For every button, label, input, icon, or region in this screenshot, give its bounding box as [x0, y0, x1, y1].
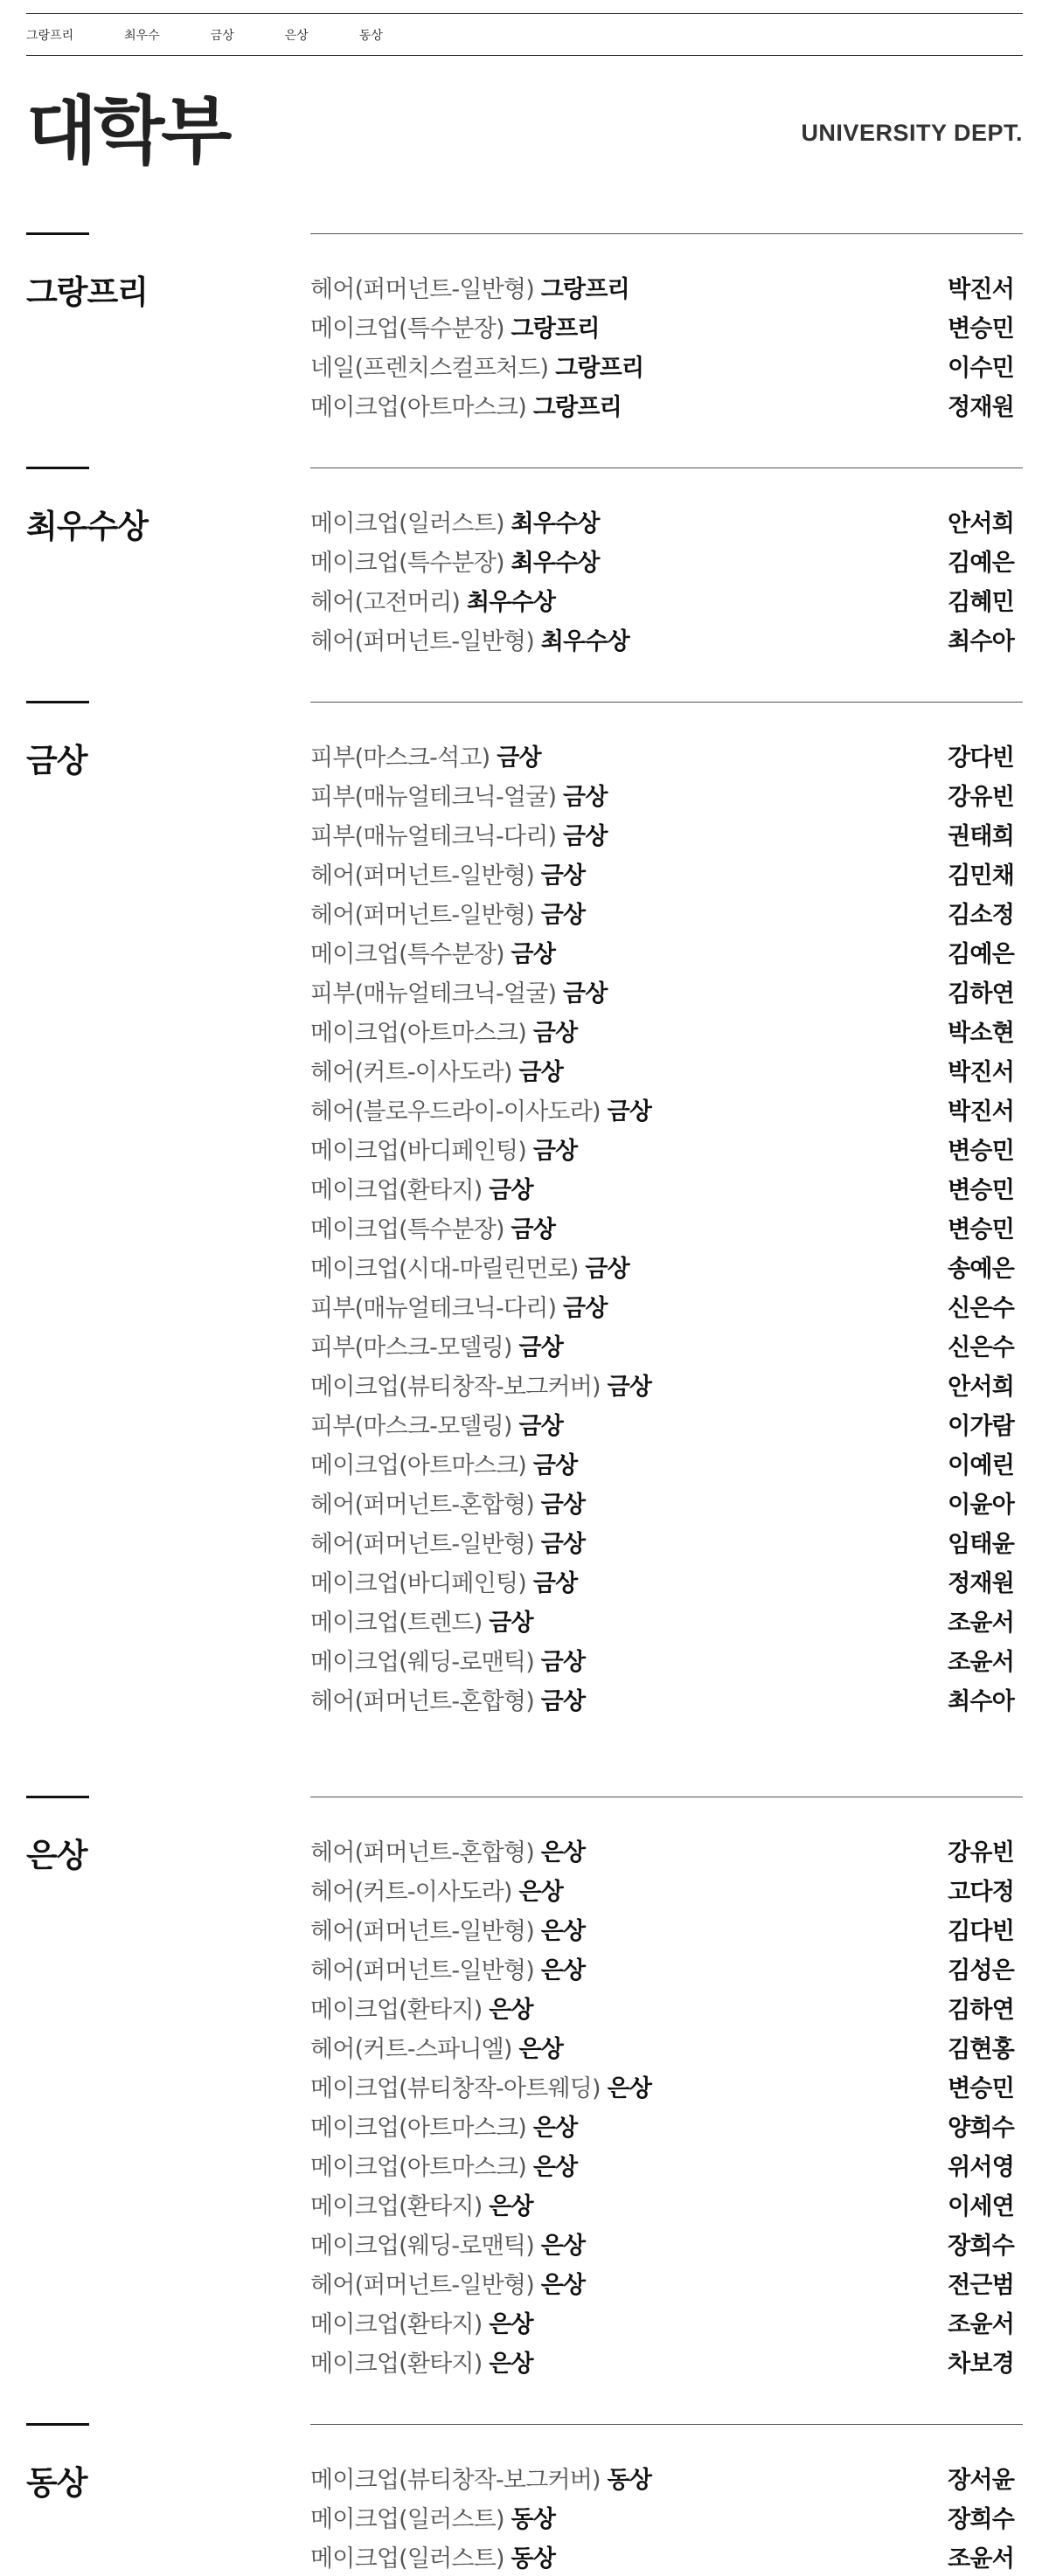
award-row [310, 1562, 1014, 1601]
award-row [310, 1444, 1014, 1483]
award-category: 메이크업(일러스트) [310, 510, 504, 537]
award-prize: 금상 [563, 1295, 608, 1322]
award-category: 피부(매뉴얼테크닉-다리) [310, 1295, 557, 1322]
winner-name: 박진서 [948, 276, 1014, 303]
award-category: 메이크업(환타지) [310, 2311, 483, 2338]
award-row [310, 1640, 1014, 1679]
award-row [310, 2497, 1014, 2537]
award-entry [310, 856, 585, 890]
award-prize: 은상 [489, 2351, 533, 2378]
winner-name: 김다빈 [948, 1918, 1014, 1945]
winner-name: 최수아 [948, 1688, 1014, 1715]
award-category: 헤어(퍼머넌트-일반형) [310, 1957, 534, 1984]
award-category: 메이크업(뷰티창작-아트웨딩) [310, 2075, 601, 2102]
award-category: 헤어(퍼머넌트-혼합형) [310, 1839, 534, 1866]
winner-name: 임태윤 [948, 1531, 1014, 1558]
section-divider [310, 702, 1023, 703]
top-nav [26, 13, 1023, 56]
winner-name: 김혜민 [948, 589, 1014, 616]
award-row [310, 620, 1014, 659]
winner-name: 변승민 [948, 315, 1014, 343]
award-list [310, 1831, 1014, 2381]
award-row [310, 775, 1014, 814]
award-row [310, 2537, 1014, 2576]
award-category: 메이크업(아트마스크) [310, 2154, 527, 2181]
winner-name: 조윤서 [948, 1649, 1014, 1676]
award-category: 메이크업(웨딩-로맨틱) [310, 2233, 534, 2260]
award-prize: 금상 [518, 1334, 564, 1361]
award-entry [310, 1873, 563, 1907]
award-prize: 은상 [607, 2075, 652, 2102]
section-title: 그랑프리 [26, 274, 148, 311]
award-prize: 금상 [540, 1492, 586, 1519]
nav-link-grandprix[interactable]: 그랑프리 [26, 28, 74, 43]
award-entry [310, 1525, 585, 1559]
award-category: 메이크업(뷰티창작-보그커버) [310, 1374, 601, 1401]
award-prize: 금상 [563, 784, 608, 811]
award-entry [310, 2344, 533, 2379]
section-marker [26, 701, 89, 703]
winner-name: 위서영 [948, 2154, 1014, 2181]
award-row [310, 1522, 1014, 1562]
award-entry [310, 270, 629, 304]
winner-name: 변승민 [948, 2075, 1014, 2102]
section-title: 최우수상 [26, 508, 148, 545]
award-list [310, 2458, 1014, 2576]
award-prize: 금상 [607, 1374, 652, 1401]
winner-name: 장희수 [948, 2233, 1014, 2260]
award-entry [310, 2030, 563, 2064]
winner-name: 김예은 [948, 941, 1014, 968]
award-prize: 금상 [585, 1256, 629, 1283]
award-row [310, 1011, 1014, 1050]
award-row [310, 972, 1014, 1011]
award-category: 헤어(커트-스파니엘) [310, 2036, 512, 2063]
award-category: 헤어(퍼머넌트-일반형) [310, 862, 534, 890]
section-divider [310, 233, 1023, 234]
winner-name: 김성은 [948, 1957, 1014, 1984]
section-divider [310, 467, 1023, 468]
award-entry [310, 1328, 563, 1362]
award-row [310, 932, 1014, 972]
winner-name: 김예은 [948, 550, 1014, 577]
winner-name: 박진서 [948, 1098, 1014, 1125]
winner-name: 차보경 [948, 2351, 1014, 2378]
award-prize: 금상 [511, 1216, 556, 1243]
award-entry [310, 1053, 563, 1087]
winner-name: 정재원 [948, 394, 1014, 421]
award-entry [310, 1210, 555, 1244]
award-category: 메이크업(일러스트) [310, 2506, 504, 2533]
award-category: 메이크업(환타지) [310, 2351, 483, 2378]
award-prize: 최우수상 [466, 589, 556, 616]
award-prize: 그랑프리 [511, 315, 600, 343]
winner-name: 안서희 [948, 1374, 1014, 1401]
award-category: 메이크업(시대-마릴린먼로) [310, 1256, 579, 1283]
award-entry [310, 738, 541, 772]
award-row [310, 2302, 1014, 2342]
award-entry [310, 388, 622, 422]
award-row [310, 307, 1014, 346]
award-category: 메이크업(특수분장) [310, 941, 504, 968]
page-header [26, 83, 1023, 179]
award-row [310, 2263, 1014, 2302]
award-category: 메이크업(트렌드) [310, 1610, 483, 1637]
winner-name: 김민채 [948, 862, 1014, 890]
award-row [310, 1050, 1014, 1090]
award-category: 헤어(퍼머넌트-일반형) [310, 276, 534, 303]
award-entry [310, 896, 585, 930]
winner-name: 송예은 [948, 1256, 1014, 1283]
award-entry [310, 778, 608, 812]
award-prize: 금상 [563, 823, 608, 850]
winner-name: 신은수 [948, 1334, 1014, 1361]
award-row [310, 2106, 1014, 2145]
award-row [310, 1090, 1014, 1129]
award-category: 메이크업(특수분장) [310, 315, 504, 343]
winner-name: 강다빈 [948, 744, 1014, 772]
award-category: 헤어(퍼머넌트-혼합형) [310, 1492, 534, 1519]
award-row [310, 1247, 1014, 1286]
winner-name: 최수아 [948, 628, 1014, 655]
award-prize: 그랑프리 [532, 394, 622, 421]
award-row [310, 580, 1014, 620]
award-entry [310, 1407, 563, 1441]
section-title: 동상 [26, 2464, 87, 2502]
award-prize: 동상 [511, 2506, 556, 2533]
award-list [310, 502, 1014, 659]
award-row [310, 1326, 1014, 1365]
award-entry [310, 622, 629, 656]
award-prize: 은상 [540, 2272, 586, 2299]
award-entry [310, 1446, 577, 1480]
award-entry [310, 1912, 585, 1946]
award-prize: 금상 [497, 744, 541, 772]
award-category: 메이크업(아트마스크) [310, 2115, 527, 2142]
winner-name: 장희수 [948, 2506, 1014, 2533]
winner-name: 강유빈 [948, 784, 1014, 811]
award-entry [310, 2187, 533, 2221]
award-prize: 은상 [518, 1879, 564, 1906]
award-entry [310, 2069, 651, 2103]
award-category: 헤어(블로우드라이-이사도라) [310, 1098, 601, 1125]
award-entry [310, 1289, 608, 1323]
section-title: 금상 [26, 742, 87, 779]
winner-name: 김하연 [948, 1997, 1014, 2024]
award-prize: 은상 [540, 1918, 586, 1945]
award-prize: 최우수상 [511, 550, 600, 577]
award-row [310, 1831, 1014, 1870]
award-list [310, 267, 1014, 425]
award-category: 네일(프렌치스컬프처드) [310, 355, 549, 382]
award-prize: 그랑프리 [555, 355, 644, 382]
award-prize: 금상 [532, 1452, 578, 1479]
award-entry [310, 1564, 577, 1598]
award-row [310, 1988, 1014, 2027]
award-entry [310, 1014, 577, 1048]
award-entry [310, 504, 600, 538]
award-entry [310, 1951, 585, 1985]
winner-name: 장서윤 [948, 2467, 1014, 2494]
award-row [310, 541, 1014, 580]
award-row [310, 893, 1014, 932]
award-entry [310, 1171, 533, 1205]
winner-name: 조윤서 [948, 2311, 1014, 2338]
award-entry [310, 2109, 577, 2143]
award-entry [310, 974, 608, 1008]
award-category: 메이크업(특수분장) [310, 550, 504, 577]
award-category: 메이크업(환타지) [310, 1177, 483, 1204]
award-category: 메이크업(일러스트) [310, 2545, 504, 2573]
award-prize: 은상 [540, 1957, 586, 1984]
award-row [310, 814, 1014, 854]
nav-link-bronze[interactable]: 동상 [358, 28, 383, 43]
winner-name: 양희수 [948, 2115, 1014, 2142]
award-row [310, 736, 1014, 775]
award-category: 피부(매뉴얼테크닉-얼굴) [310, 784, 557, 811]
award-prize: 금상 [540, 902, 586, 929]
award-row [310, 502, 1014, 541]
award-entry [310, 2500, 555, 2534]
award-entry [310, 817, 608, 851]
winner-name: 이윤아 [948, 1492, 1014, 1519]
award-entry [310, 1682, 585, 1716]
winner-name: 김하연 [948, 980, 1014, 1008]
award-entry [310, 1603, 533, 1638]
award-category: 헤어(고전머리) [310, 589, 461, 616]
winner-name: 신은수 [948, 1295, 1014, 1322]
award-entry [310, 2226, 585, 2261]
page-subtitle: UNIVERSITY DEPT. [801, 120, 1023, 146]
award-row [310, 2027, 1014, 2067]
award-entry [310, 583, 555, 617]
award-prize: 은상 [489, 2193, 533, 2220]
award-category: 헤어(커트-이사도라) [310, 1059, 512, 1086]
award-category: 헤어(퍼머넌트-혼합형) [310, 1688, 534, 1715]
winner-name: 이가람 [948, 1413, 1014, 1440]
award-prize: 은상 [489, 2311, 533, 2338]
award-category: 피부(마스크-모델링) [310, 1334, 512, 1361]
award-row [310, 1208, 1014, 1247]
award-prize: 은상 [518, 2036, 564, 2063]
nav-link-silver[interactable]: 은상 [284, 28, 309, 43]
award-prize: 금상 [489, 1610, 533, 1637]
award-category: 메이크업(환타지) [310, 1997, 483, 2024]
section-marker [26, 232, 89, 235]
section-marker [26, 2423, 89, 2426]
award-row [310, 2185, 1014, 2224]
award-prize: 최우수상 [511, 510, 600, 537]
award-row [310, 1286, 1014, 1326]
award-prize: 동상 [511, 2545, 556, 2573]
award-prize: 금상 [563, 980, 608, 1008]
award-category: 메이크업(환타지) [310, 2193, 483, 2220]
award-category: 헤어(퍼머넌트-일반형) [310, 2272, 534, 2299]
award-row [310, 385, 1014, 425]
award-entry [310, 309, 600, 343]
award-entry [310, 935, 555, 969]
award-row [310, 1404, 1014, 1444]
winner-name: 변승민 [948, 1138, 1014, 1165]
award-entry [310, 1132, 577, 1166]
award-entry [310, 2148, 577, 2182]
award-entry [310, 1833, 585, 1867]
award-entry [310, 544, 600, 578]
award-entry [310, 2539, 555, 2573]
award-row [310, 1949, 1014, 1988]
award-category: 피부(매뉴얼테크닉-얼굴) [310, 980, 557, 1008]
award-category: 헤어(퍼머넌트-일반형) [310, 902, 534, 929]
award-row [310, 1129, 1014, 1168]
award-row [310, 1601, 1014, 1640]
award-prize: 최우수상 [540, 628, 629, 655]
award-prize: 금상 [532, 1570, 578, 1597]
section-divider [310, 2424, 1023, 2425]
winner-name: 이세연 [948, 2193, 1014, 2220]
winner-name: 정재원 [948, 1570, 1014, 1597]
award-prize: 은상 [540, 2233, 586, 2260]
award-row [310, 1168, 1014, 1208]
section-title: 은상 [26, 1837, 87, 1874]
award-category: 메이크업(바디페인팅) [310, 1570, 527, 1597]
award-category: 메이크업(아트마스크) [310, 394, 527, 421]
award-prize: 은상 [532, 2154, 578, 2181]
nav-link-gold[interactable]: 금상 [210, 28, 234, 43]
award-prize: 은상 [489, 1997, 533, 2024]
winner-name: 권태희 [948, 823, 1014, 850]
award-category: 메이크업(뷰티창작-보그커버) [310, 2467, 601, 2494]
award-row [310, 267, 1014, 307]
award-category: 메이크업(웨딩-로맨틱) [310, 1649, 534, 1676]
award-entry [310, 1368, 651, 1402]
award-prize: 그랑프리 [540, 276, 629, 303]
award-entry [310, 2266, 585, 2300]
winner-name: 변승민 [948, 1216, 1014, 1243]
winner-name: 이예린 [948, 1452, 1014, 1479]
award-prize: 금상 [518, 1059, 564, 1086]
award-row [310, 1483, 1014, 1522]
winner-name: 박소현 [948, 1020, 1014, 1047]
award-category: 헤어(퍼머넌트-일반형) [310, 1531, 534, 1558]
award-row [310, 2342, 1014, 2381]
award-category: 피부(마스크-석고) [310, 744, 490, 772]
award-entry [310, 349, 643, 383]
award-prize: 금상 [532, 1020, 578, 1047]
award-prize: 금상 [532, 1138, 578, 1165]
winner-name: 조윤서 [948, 1610, 1014, 1637]
award-list [310, 736, 1014, 1719]
award-category: 헤어(커트-이사도라) [310, 1879, 512, 1906]
award-entry [310, 1643, 585, 1677]
winner-name: 박진서 [948, 1059, 1014, 1086]
award-category: 메이크업(아트마스크) [310, 1020, 527, 1047]
award-prize: 금상 [607, 1098, 652, 1125]
winner-name: 조윤서 [948, 2545, 1014, 2573]
award-prize: 금상 [540, 1649, 586, 1676]
award-entry [310, 1485, 585, 1520]
winner-name: 고다정 [948, 1879, 1014, 1906]
award-entry [310, 2305, 533, 2339]
award-category: 피부(마스크-모델링) [310, 1413, 512, 1440]
award-row [310, 2145, 1014, 2185]
nav-link-excellence[interactable]: 최우수 [124, 28, 160, 43]
award-prize: 금상 [489, 1177, 533, 1204]
award-category: 헤어(퍼머넌트-일반형) [310, 1918, 534, 1945]
award-entry [310, 1250, 629, 1284]
award-entry [310, 1991, 533, 2025]
award-row [310, 1909, 1014, 1949]
winner-name: 김소정 [948, 902, 1014, 929]
winner-name: 이수민 [948, 355, 1014, 382]
award-category: 메이크업(아트마스크) [310, 1452, 527, 1479]
award-category: 메이크업(바디페인팅) [310, 1138, 527, 1165]
award-category: 피부(매뉴얼테크닉-다리) [310, 823, 557, 850]
award-prize: 금상 [518, 1413, 564, 1440]
winner-name: 전근범 [948, 2272, 1014, 2299]
award-category: 헤어(퍼머넌트-일반형) [310, 628, 534, 655]
award-row [310, 854, 1014, 893]
award-row [310, 1870, 1014, 1909]
award-row [310, 2458, 1014, 2497]
award-prize: 금상 [540, 1688, 586, 1715]
award-prize: 금상 [511, 941, 556, 968]
section-marker [26, 1796, 89, 1798]
award-entry [310, 2461, 651, 2495]
winner-name: 안서희 [948, 510, 1014, 537]
winner-name: 강유빈 [948, 1839, 1014, 1866]
award-row [310, 2067, 1014, 2106]
award-prize: 은상 [532, 2115, 578, 2142]
page-title: 대학부 [26, 88, 229, 174]
section-marker [26, 467, 89, 469]
award-row [310, 1679, 1014, 1719]
award-category: 메이크업(특수분장) [310, 1216, 504, 1243]
winner-name: 김현홍 [948, 2036, 1014, 2063]
award-row [310, 2224, 1014, 2263]
winner-name: 변승민 [948, 1177, 1014, 1204]
award-row [310, 346, 1014, 385]
award-entry [310, 1092, 651, 1126]
award-prize: 동상 [607, 2467, 652, 2494]
award-prize: 은상 [540, 1839, 586, 1866]
award-prize: 금상 [540, 862, 586, 890]
award-prize: 금상 [540, 1531, 586, 1558]
award-row [310, 1365, 1014, 1404]
